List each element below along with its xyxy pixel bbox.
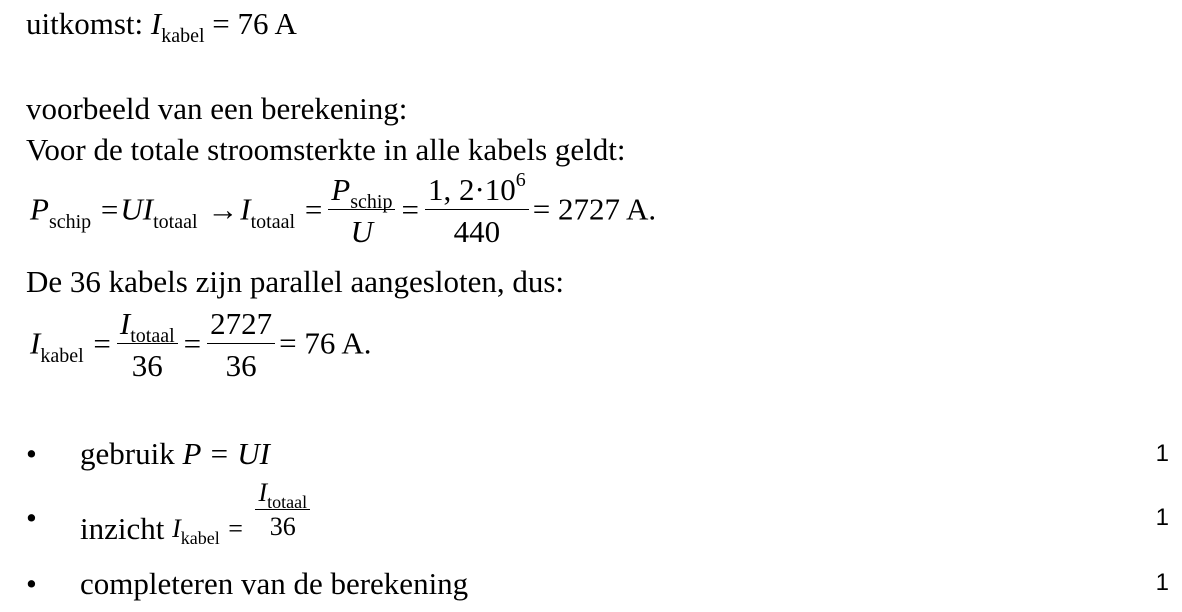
eq1-p: P (30, 191, 49, 227)
eq2-frac2-num: 2727 (207, 308, 275, 344)
scoring-item-symbol: I (172, 514, 181, 544)
bullet-icon: • (26, 500, 37, 535)
eq2-i: I (30, 325, 41, 361)
eq1-i: I (240, 191, 251, 227)
result-line (26, 6, 297, 47)
eq1-frac1-den: U (350, 214, 374, 249)
result-symbol-sub: kabel (161, 25, 205, 47)
parallel-text: De 36 kabels zijn parallel aangesloten, dus: (26, 264, 565, 299)
scoring-item-fraction (255, 480, 310, 540)
eq2-frac1-den: 36 (131, 348, 163, 383)
example-heading: voorbeeld van een berekening: (26, 91, 408, 126)
eq1-equals-3: = (401, 191, 419, 227)
eq2-frac1-num-sub: totaal (130, 325, 175, 347)
scoring-item-num-sub: totaal (267, 492, 308, 512)
eq1-ui-sub: totaal (153, 210, 198, 233)
eq1-tail: = 2727 A. (532, 191, 657, 227)
eq1-ui: UI (120, 191, 154, 227)
eq1-frac2-num: 1, 2·10 (427, 172, 516, 207)
eq2-tail: = 76 A. (279, 325, 372, 361)
eq2-i-sub: kabel (40, 344, 84, 367)
eq1-fraction-2 (425, 169, 529, 249)
result-symbol: I (150, 6, 162, 41)
eq1-frac1-num: P (331, 172, 351, 207)
result-label: uitkomst: (26, 6, 144, 41)
scoring-item-symbol-sub: kabel (180, 528, 220, 549)
eq1-fraction-1 (328, 174, 395, 247)
scoring-item (80, 438, 270, 469)
result-value: = 76 A (212, 6, 297, 41)
eq1-p-sub: schip (48, 210, 92, 233)
eq2-fraction-1 (117, 308, 178, 381)
eq1-frac2-den: 440 (453, 214, 501, 249)
scoring-item-text: inzicht (80, 511, 173, 547)
power-equation (30, 169, 657, 249)
bullet-icon: • (26, 566, 37, 601)
scoring-points: 1 (1155, 569, 1169, 596)
eq2-equals: = (93, 325, 111, 361)
scoring-item-den: 36 (269, 512, 296, 541)
example-intro: Voor de totale stroomsterkte in alle kabels geldt: (26, 132, 626, 167)
eq2-equals-2: = (183, 325, 202, 361)
eq1-frac2-num-sup: 6 (515, 169, 526, 191)
eq1-arrow: → (207, 191, 239, 227)
cable-equation (30, 306, 372, 383)
scoring-item-formula: P = UI (182, 436, 270, 471)
scoring-item (80, 478, 314, 549)
scoring-item-equals: = (228, 514, 243, 544)
eq1-equals-2: = (304, 191, 323, 227)
scoring-points: 1 (1155, 440, 1169, 467)
scoring-points: 1 (1155, 504, 1169, 531)
eq2-frac1-num: I (119, 306, 131, 341)
eq1-frac1-num-sub: schip (350, 191, 393, 213)
bullet-icon: • (26, 436, 37, 471)
eq2-fraction-2 (207, 308, 275, 381)
eq1-equals: = (100, 191, 119, 227)
eq1-i-sub: totaal (250, 210, 296, 233)
scoring-item-num: I (258, 478, 268, 507)
scoring-item-text: completeren van de berekening (80, 566, 469, 601)
eq2-frac2-den: 36 (225, 348, 257, 383)
scoring-item-text: gebruik (80, 436, 183, 471)
